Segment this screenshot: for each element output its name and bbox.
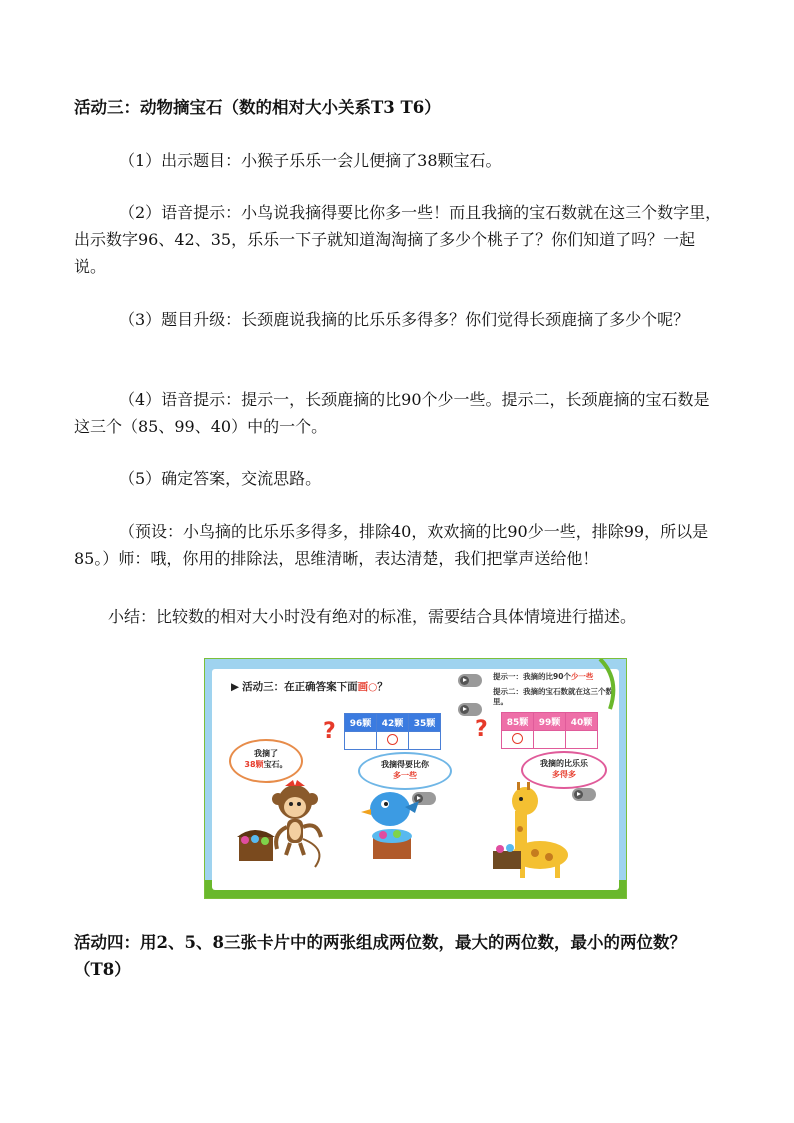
play-triangle-icon: ▶ — [231, 681, 240, 693]
option-cell: 85颗 — [502, 713, 534, 731]
slide-title: ▶ 活动三：在正确答案下面画○？ — [231, 681, 388, 693]
summary: 小结：比较数的相对大小时没有绝对的标准，需要结合具体情境进行描述。 — [108, 607, 637, 626]
hint-2: 提示二：我摘的宝石数就在这三个数里。 — [493, 687, 613, 706]
monkey-illustration — [272, 780, 321, 867]
option-cell: 35颗 — [409, 714, 441, 732]
treasure-chest-bird — [372, 829, 412, 859]
activity3-title: 活动三：动物摘宝石（数的相对大小关系T3 T6） — [74, 98, 441, 117]
activity-slide-image — [204, 658, 627, 899]
option-cell: 96颗 — [345, 714, 377, 732]
preset-answer: （预设：小鸟摘的比乐乐多得多，排除40，欢欢摘的比90少一些，排除99，所以是85。）师：哦，你用的排除法，思维清晰，表达清楚，我们把掌声送给他！ — [74, 522, 709, 568]
option-cell: 99颗 — [534, 713, 566, 731]
step-3: （3）题目升级：长颈鹿说我摘的比乐乐多得多？你们觉得长颈鹿摘了多少个呢？ — [119, 310, 690, 329]
hint-1: 提示一：我摘的比90个少一些 — [493, 672, 594, 681]
giraffe-speech-bubble: 我摘的比乐乐 多得多 — [521, 751, 607, 789]
option-cell: 42颗 — [377, 714, 409, 732]
vine-decoration — [600, 659, 613, 709]
treasure-chest-left — [237, 830, 275, 861]
monkey-speech-bubble: 我摘了 38颗宝石。 — [229, 739, 303, 783]
bird-speech-bubble: 我摘得要比你 多一些 — [358, 752, 452, 790]
option-cell: 40颗 — [566, 713, 598, 731]
bird-illustration — [361, 792, 419, 826]
activity4-title: 活动四：用2、5、8三张卡片中的两张组成两位数，最大的两位数，最小的两位数？（T8） — [74, 933, 686, 979]
question-mark-left: ? — [323, 719, 336, 744]
step-4: （4）语音提示：提示一，长颈鹿摘的比90个少一些。提示二，长颈鹿摘的宝石数是这三个（85、99、40）中的一个。 — [74, 390, 710, 436]
step-1: （1）出示题目：小猴子乐乐一会儿便摘了38颗宝石。 — [119, 151, 502, 170]
animal-illustrations — [205, 659, 627, 899]
question-mark-right: ? — [475, 717, 488, 742]
step-5: （5）确定答案，交流思路。 — [119, 469, 322, 488]
step-2: （2）语音提示：小鸟说我摘得要比你多一些！而且我摘的宝石数就在这三个数字里，出示数字96、42、35，乐乐一下子就知道淘淘摘了多少个桃子了？你们知道了吗？一起说。 — [74, 203, 722, 276]
